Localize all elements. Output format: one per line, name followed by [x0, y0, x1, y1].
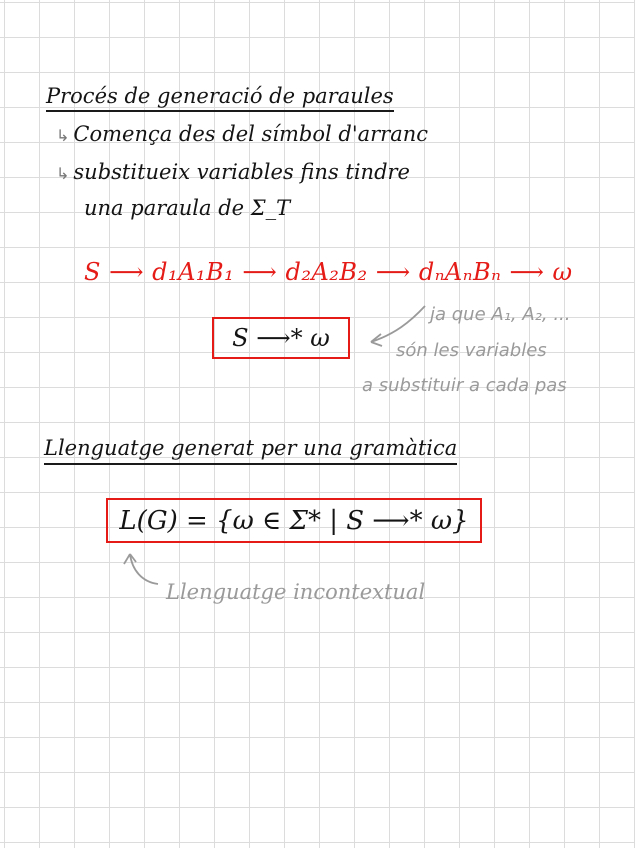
- section-title-word-generation: [46, 84, 394, 108]
- section-title-generated-language: [44, 436, 457, 460]
- bullet-item-substitute: [56, 160, 410, 184]
- annotation-line-1: ja que A₁, A₂, ...: [430, 304, 571, 325]
- annotation-line-3: a substituir a cada pas: [362, 375, 567, 396]
- bullet-continuation: una paraula de Σ_T: [84, 196, 291, 220]
- hook-arrow-icon: ↳: [56, 164, 70, 183]
- bullet-text: substitueix variables fins tindre: [73, 160, 410, 184]
- derivation-chain: S ⟶ d₁A₁B₁ ⟶ d₂A₂B₂ ⟶ dₙAₙBₙ ⟶ ω: [84, 258, 573, 286]
- language-formula: L(G) = {ω ∈ Σ* | S ⟶* ω}: [119, 505, 469, 536]
- section-title-text: Procés de generació de paraules: [46, 84, 394, 112]
- section-title-text: Llenguatge generat per una gramàtica: [44, 436, 457, 465]
- language-note: Llenguatge incontextual: [166, 580, 426, 604]
- curved-arrow-icon: [120, 548, 170, 590]
- hook-arrow-icon: ↳: [56, 126, 70, 145]
- annotation-line-2: són les variables: [396, 340, 547, 361]
- bullet-text: Comença des del símbol d'arranc: [73, 122, 429, 146]
- boxed-derivation: [212, 317, 350, 359]
- boxed-derivation-text: S ⟶* ω: [232, 324, 330, 352]
- bullet-item-start-symbol: [56, 122, 428, 146]
- language-definition-box: [106, 498, 482, 543]
